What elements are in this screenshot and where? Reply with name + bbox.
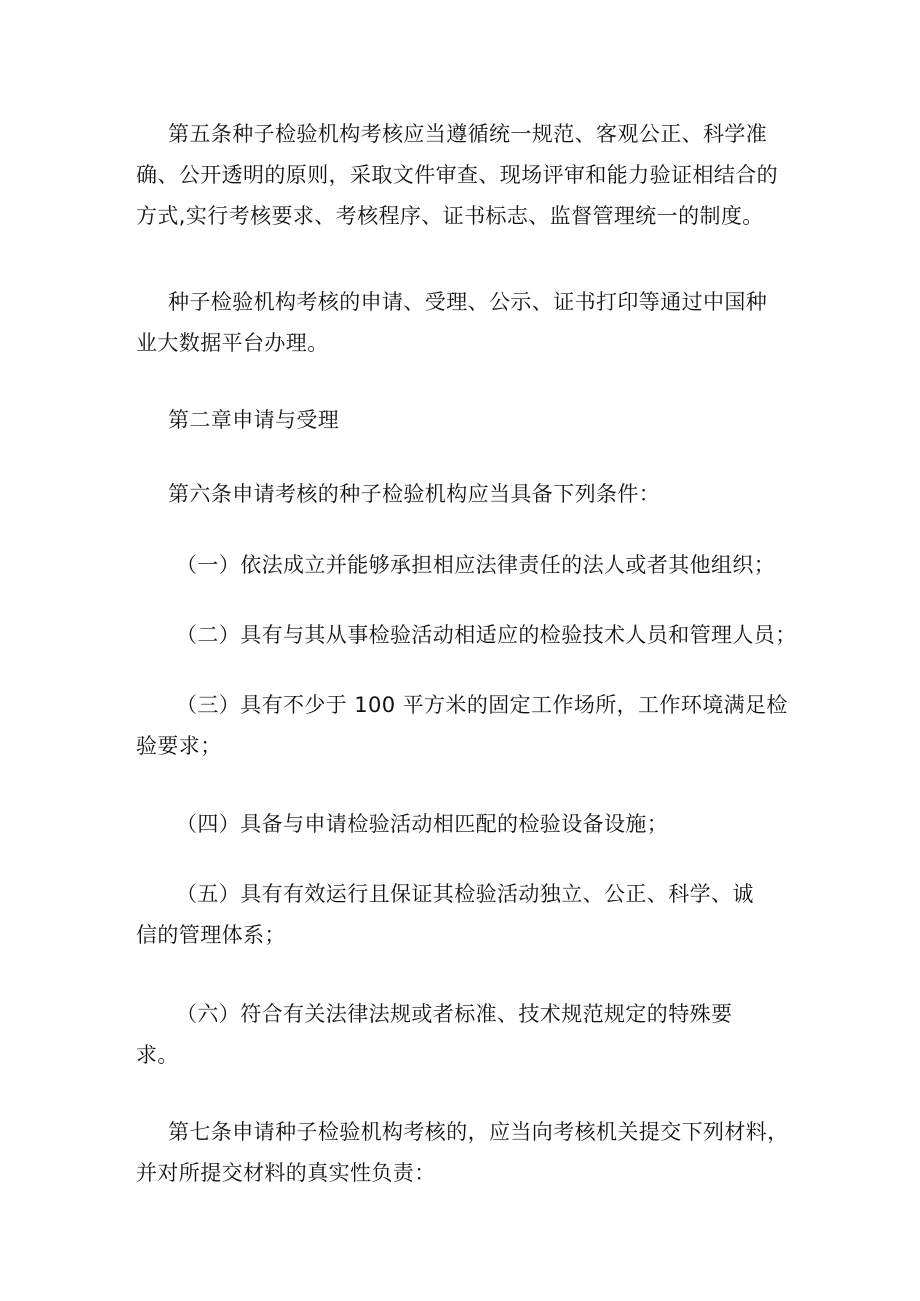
- chapter-2-heading: [136, 400, 786, 441]
- article-6-item-5: [136, 874, 786, 956]
- text-line: （三）具有不少于 100 平方米的固定工作场所，工作环境满足检: [176, 693, 788, 717]
- text-line: 业大数据平台办理。: [136, 331, 329, 355]
- text-line: 第六条申请考核的种子检验机构应当具备下列条件：: [168, 482, 661, 506]
- text-line: （六）符合有关法律法规或者标准、技术规范规定的特殊要: [176, 1002, 733, 1026]
- text-line: （一）依法成立并能够承担相应法律责任的法人或者其他组织；: [176, 553, 776, 577]
- article-5-platform-paragraph: [136, 282, 786, 364]
- article-6-item-4: [136, 804, 786, 845]
- text-line: （四）具备与申请检验活动相匹配的检验设备设施；: [176, 812, 669, 836]
- article-5-paragraph: [136, 114, 786, 237]
- text-line: 验要求；: [136, 734, 222, 758]
- text-line: （二）具有与其从事检验活动相适应的检验技术人员和管理人员；: [176, 623, 797, 647]
- article-6-item-1: [136, 545, 786, 586]
- text-line: （五）具有有效运行且保证其检验活动独立、公正、科学、诚: [176, 882, 754, 906]
- text-line: 第五条种子检验机构考核应当遵循统一规范、客观公正、科学准: [168, 122, 768, 146]
- text-line: 第二章申请与受理: [168, 408, 340, 432]
- text-line: 求。: [136, 1043, 179, 1067]
- article-6-item-2: [136, 615, 797, 656]
- article-6-item-6: [136, 994, 786, 1076]
- text-line: 第七条申请种子检验机构考核的，应当向考核机关提交下列材料，: [168, 1120, 789, 1144]
- text-line: 信的管理体系；: [136, 923, 286, 947]
- text-line: 种子检验机构考核的申请、受理、公示、证书打印等通过中国种: [168, 290, 768, 314]
- text-line: 确、公开透明的原则，采取文件审查、现场评审和能力验证相结合的: [136, 163, 778, 187]
- article-6-item-3: [136, 685, 786, 767]
- article-7-paragraph: [136, 1112, 789, 1194]
- text-line: 方式,实行考核要求、考核程序、证书标志、监督管理统一的制度。: [136, 204, 764, 228]
- text-line: 并对所提交材料的真实性负责：: [136, 1161, 436, 1185]
- article-6-paragraph: [136, 474, 786, 515]
